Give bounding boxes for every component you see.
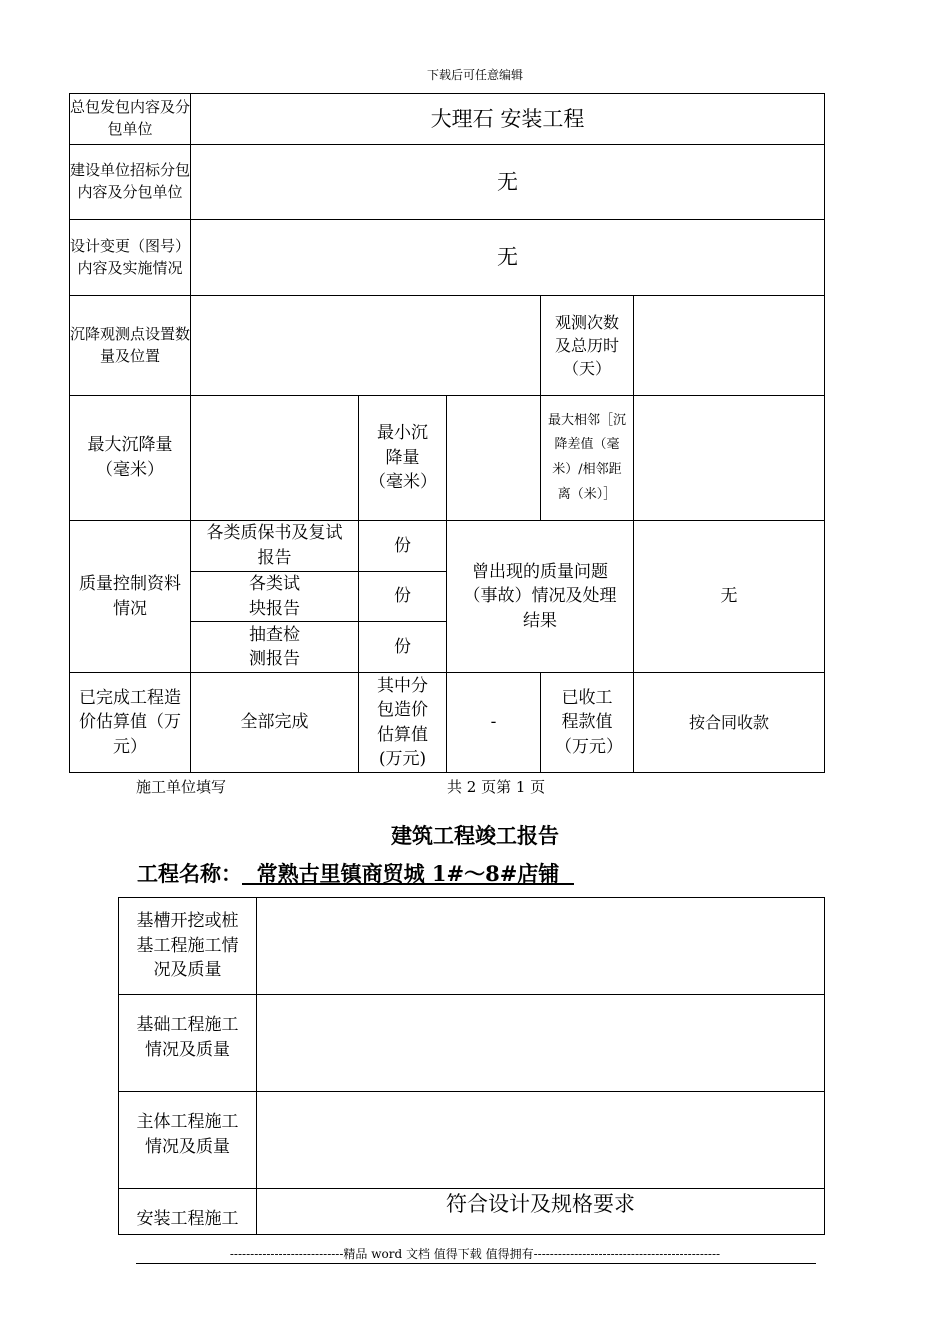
row-label: 基础工程施工情况及质量 — [119, 995, 257, 1092]
row-value: 无 — [191, 145, 825, 220]
row-value — [257, 995, 825, 1092]
row-label: 安装工程施工 — [119, 1189, 257, 1235]
settlement-points-value — [191, 296, 541, 396]
project-info-table — [69, 93, 825, 773]
subcontract-cost-value: - — [447, 673, 541, 773]
quality-item-name: 抽查检测报告 — [191, 622, 359, 673]
table-row — [70, 145, 825, 220]
row-value — [257, 898, 825, 995]
cost-value: 全部完成 — [191, 673, 359, 773]
min-settlement-label: 最小沉降量（毫米） — [359, 396, 447, 521]
table-row — [119, 1092, 825, 1189]
max-settlement-value — [191, 396, 359, 521]
table-row — [70, 673, 825, 773]
project-name — [137, 858, 574, 888]
row-label: 最大沉降量（毫米） — [70, 396, 191, 521]
bottom-rule — [136, 1263, 816, 1264]
table-row — [119, 1189, 825, 1235]
table-row — [119, 995, 825, 1092]
row-value: 无 — [191, 220, 825, 296]
quality-item-name: 各类试块报告 — [191, 572, 359, 622]
quality-item-unit: 份 — [359, 572, 447, 622]
row-value: 大理石 安装工程 — [191, 94, 825, 145]
project-name-value: 常熟古里镇商贸城 1#～8#店铺 — [242, 861, 574, 886]
subcontract-cost-label: 其中分包造价估算值(万元) — [359, 673, 447, 773]
bottom-note: ----------------------------精品 word 文档 值得下载 值得拥有---------------------------------------------- — [229, 1247, 721, 1261]
adjacent-settlement-label: 最大相邻［沉降差值（毫米）/相邻距离（米）］ — [541, 396, 634, 521]
row-label: 主体工程施工情况及质量 — [119, 1092, 257, 1189]
table-row — [70, 521, 825, 572]
filled-by-note: 施工单位填写 — [136, 778, 227, 796]
min-settlement-value — [447, 396, 541, 521]
received-payment-value: 按合同收款 — [634, 673, 825, 773]
row-value — [257, 1092, 825, 1189]
received-payment-label: 已收工程款值（万元） — [541, 673, 634, 773]
observation-value — [634, 296, 825, 396]
row-label: 质量控制资料情况 — [70, 521, 191, 673]
table-row — [70, 220, 825, 296]
completion-report-table — [118, 897, 825, 1235]
row-label: 基槽开挖或桩基工程施工情况及质量 — [119, 898, 257, 995]
table-row — [119, 898, 825, 995]
table-row — [70, 94, 825, 145]
quality-issue-value: 无 — [634, 521, 825, 673]
table-row — [70, 396, 825, 521]
report-title: 建筑工程竣工报告 — [391, 823, 559, 848]
page-header: 下载后可任意编辑 — [426, 68, 523, 82]
observation-label: 观测次数及总历时（天） — [541, 296, 634, 396]
quality-item-name: 各类质保书及复试报告 — [191, 521, 359, 572]
quality-issue-label: 曾出现的质量问题（事故）情况及处理结果 — [447, 521, 634, 673]
row-label: 设计变更（图号）内容及实施情况 — [70, 220, 191, 296]
row-label: 沉降观测点设置数量及位置 — [70, 296, 191, 396]
adjacent-settlement-value — [634, 396, 825, 521]
page-count: 共 2 页第 1 页 — [447, 778, 546, 796]
quality-item-unit: 份 — [359, 521, 447, 572]
table-row — [70, 296, 825, 396]
row-label: 建设单位招标分包内容及分包单位 — [70, 145, 191, 220]
row-value: 符合设计及规格要求 — [257, 1189, 825, 1235]
project-name-label: 工程名称： — [137, 861, 242, 886]
row-label: 总包发包内容及分包单位 — [70, 94, 191, 145]
quality-item-unit: 份 — [359, 622, 447, 673]
row-label: 已完成工程造价估算值（万元） — [70, 673, 191, 773]
